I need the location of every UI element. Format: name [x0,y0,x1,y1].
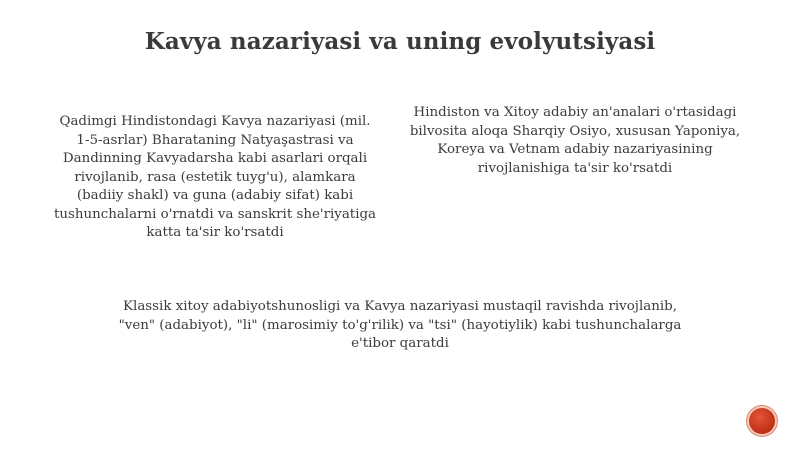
right-text-block: Hindiston va Xitoy adabiy an'analari o'rtasidagi bilvosita aloqa Sharqiy Osiyo, xususan Yaponiya, Koreya va Vetnam adabiy nazariyasining rivojlanishiga ta'sir ko'rsatdi [409,105,741,176]
left-text-block: Qadimgi Hindistondagi Kavya nazariyasi (mil. 1-5-asrlar) Bharataning Natyaşastrasi va Dandinning Kavyadarsha kabi asarlari orqali rivojlanib, rasa (estetik tuyg'u), alamkara (badiiy shakl) va guna (adabiy sifat) kabi tushunchalarni o'rnatdi va sanskrit she'riyatiga katta ta'sir ko'rsatdi [53,114,377,240]
bottom-text-block: Klassik xitoy adabiyotshunosligi va Kavya nazariyasi mustaqil ravishda rivojlanib, "ven" (adabiyot), "li" (marosimiy to'g'rilik) va "tsi" (hayotiylik) kabi tushunchalarga e'tibor qaratdi [118,299,682,351]
next-slide-button[interactable] [749,408,775,434]
slide-title: Kavya nazariyasi va uning evolyutsiyasi [144,28,656,55]
